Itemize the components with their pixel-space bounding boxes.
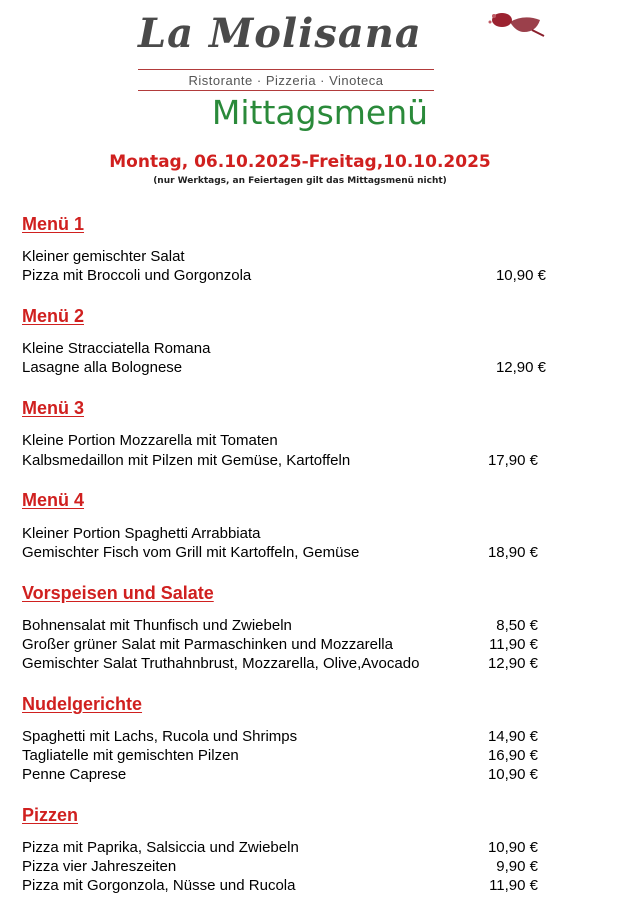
section-heading-nudelgerichte: Nudelgerichte [22, 694, 143, 714]
menu-item: Kalbsmedaillon mit Pilzen mit Gemüse, Kartoffeln [22, 452, 351, 469]
logo-rule-bottom [138, 90, 434, 91]
page-title: Mittagsmenü [211, 93, 429, 132]
date-range: Montag, 06.10.2025-Freitag,10.10.2025 [109, 152, 491, 172]
menu-item: Pizza mit Paprika, Salsiccia und Zwiebeln [22, 839, 299, 856]
menu-item: Penne Caprese [22, 766, 127, 783]
menu-item: Kleine Stracciatella Romana [22, 340, 211, 357]
menu-item: Spaghetti mit Lachs, Rucola und Shrimps [22, 728, 298, 745]
menu-item: Gemischter Salat Truthahnbrust, Mozzarella, Olive,Avocado [22, 655, 420, 672]
menu-price: 12,90 € [487, 655, 538, 672]
menu-price: 16,90 € [487, 747, 538, 764]
menu-price: 11,90 € [489, 877, 538, 894]
menu-item: Pizza mit Broccoli und Gorgonzola [22, 267, 252, 284]
menu-price: 18,90 € [487, 544, 538, 561]
menu-price: 9,90 € [496, 858, 538, 875]
menu-item: Tagliatelle mit gemischten Pilzen [22, 747, 239, 764]
section-heading-menu-2: Menü 2 [22, 306, 85, 326]
menu-price: 8,50 € [496, 617, 538, 634]
section-heading-menu-1: Menü 1 [22, 214, 85, 234]
logo-name: La Molisana [138, 10, 422, 57]
menu-item: Pizza mit Gorgonzola, Nüsse und Rucola [22, 877, 296, 894]
menu-item: Lasagne alla Bolognese [22, 359, 183, 376]
menu-price: 12,90 € [495, 359, 546, 376]
menu-price: 10,90 € [495, 267, 546, 284]
section-heading-menu-3: Menü 3 [22, 398, 85, 418]
section-heading-vorspeisen: Vorspeisen und Salate [22, 583, 214, 603]
logo-tagline: Ristorante · Pizzeria · Vinoteca [188, 73, 384, 88]
logo-rule-top [138, 69, 434, 70]
menu-price: 17,90 € [487, 452, 538, 469]
menu-item: Großer grüner Salat mit Parmaschinken und Mozzarella [22, 636, 393, 653]
section-heading-menu-4: Menü 4 [22, 490, 85, 510]
restaurant-logo [138, 10, 438, 88]
menu-item: Pizza vier Jahreszeiten [22, 858, 177, 875]
menu-price: 10,90 € [487, 839, 538, 856]
menu-item: Gemischter Fisch vom Grill mit Kartoffeln, Gemüse [22, 544, 360, 561]
menu-item: Kleiner Portion Spaghetti Arrabbiata [22, 525, 261, 542]
menu-price: 10,90 € [487, 766, 538, 783]
holiday-note: (nur Werktags, an Feiertagen gilt das Mittagsmenü nicht) [153, 176, 447, 186]
menu-item: Kleine Portion Mozzarella mit Tomaten [22, 432, 278, 449]
menu-item: Bohnensalat mit Thunfisch und Zwiebeln [22, 617, 292, 634]
section-heading-pizzen: Pizzen [22, 805, 79, 825]
menu-item: Kleiner gemischter Salat [22, 248, 185, 265]
wine-glass-icon [488, 10, 548, 44]
menu-price: 11,90 € [489, 636, 538, 653]
menu-price: 14,90 € [487, 728, 538, 745]
